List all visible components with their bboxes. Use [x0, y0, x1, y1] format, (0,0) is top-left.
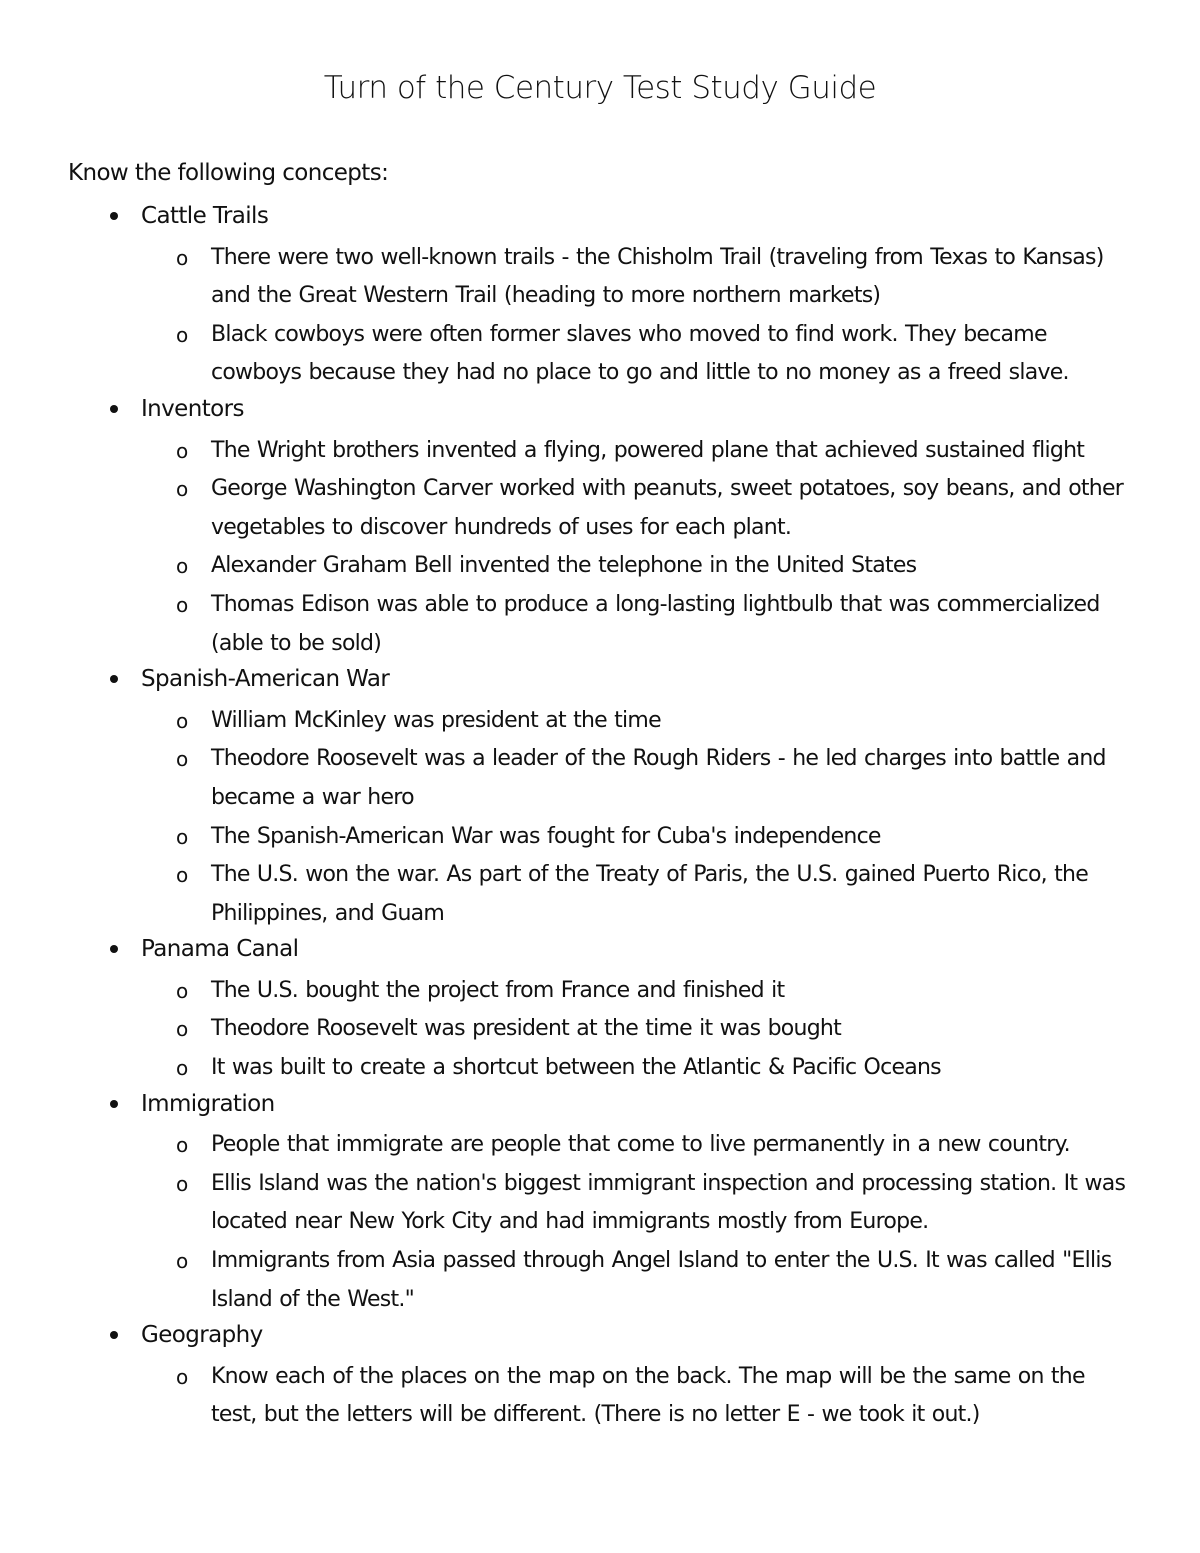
- topic-spanish-american-war: [0, 663, 1200, 933]
- circle-bullet-icon: o: [176, 1133, 188, 1158]
- list-item: o The U.S. won the war. As part of the Treaty of Paris, the U.S. gained Puerto Rico, the Philippines, and Guam: [0, 856, 1200, 933]
- circle-bullet-icon: o: [176, 1056, 188, 1081]
- circle-bullet-icon: o: [176, 708, 188, 733]
- page-title: Turn of the Century Test Study Guide: [323, 70, 877, 106]
- circle-bullet-icon: o: [176, 1171, 188, 1196]
- circle-bullet-icon: o: [176, 245, 188, 270]
- list-item: o Know each of the places on the map on the back. The map will be the same on the test, but the letters will be different. (There is no letter E - we took it out.): [0, 1358, 1200, 1435]
- topic-immigration: [0, 1088, 1200, 1320]
- circle-bullet-icon: o: [176, 477, 188, 502]
- circle-bullet-icon: o: [176, 438, 188, 463]
- topic-panama-canal: [0, 933, 1200, 1087]
- circle-bullet-icon: o: [176, 978, 188, 1003]
- intro-text: Know the following concepts:: [68, 160, 389, 186]
- list-item: o Immigrants from Asia passed through Angel Island to enter the U.S. It was called "Ellis Island of the West.": [0, 1242, 1200, 1319]
- sub-list: [0, 1126, 1200, 1319]
- topic-label: Inventors: [141, 395, 244, 422]
- bullet-icon: [110, 1100, 118, 1108]
- topic-label: Geography: [141, 1322, 263, 1349]
- list-item: o Black cowboys were often former slaves who moved to find work. They became cowboys because they had no place to go and little to no money as a freed slave.: [0, 316, 1200, 393]
- circle-bullet-icon: o: [176, 592, 188, 617]
- list-item: o Theodore Roosevelt was a leader of the Rough Riders - he led charges into battle and became a war hero: [0, 740, 1200, 817]
- topic-geography: [0, 1319, 1200, 1435]
- list-item: o People that immigrate are people that come to live permanently in a new country.: [0, 1126, 1200, 1165]
- circle-bullet-icon: o: [176, 1249, 188, 1274]
- topic-label: Spanish-American War: [141, 666, 390, 693]
- topic-cattle-trails: [0, 200, 1200, 393]
- sub-list: [0, 972, 1200, 1088]
- list-item: o Alexander Graham Bell invented the telephone in the United States: [0, 547, 1200, 586]
- sub-list: [0, 239, 1200, 393]
- list-item: o There were two well-known trails - the Chisholm Trail (traveling from Texas to Kansas) and the Great Western Trail (heading to more northern markets): [0, 239, 1200, 316]
- circle-bullet-icon: o: [176, 1017, 188, 1042]
- list-item: o Theodore Roosevelt was president at the time it was bought: [0, 1010, 1200, 1049]
- list-item: o George Washington Carver worked with peanuts, sweet potatoes, soy beans, and other vegetables to discover hundreds of uses for each plant.: [0, 470, 1200, 547]
- circle-bullet-icon: o: [176, 863, 188, 888]
- list-item: o It was built to create a shortcut between the Atlantic & Pacific Oceans: [0, 1049, 1200, 1088]
- list-item: o William McKinley was president at the time: [0, 702, 1200, 741]
- sub-list: [0, 432, 1200, 664]
- topic-list: [0, 200, 1200, 1435]
- bullet-icon: [110, 1331, 118, 1339]
- topic-label: Cattle Trails: [141, 203, 269, 229]
- list-item: o Thomas Edison was able to produce a long-lasting lightbulb that was commercialized (able to be sold): [0, 586, 1200, 663]
- bullet-icon: [110, 405, 118, 413]
- bullet-icon: [110, 675, 118, 683]
- bullet-icon: [110, 945, 118, 953]
- circle-bullet-icon: o: [176, 1364, 188, 1389]
- list-item: o The U.S. bought the project from France and finished it: [0, 972, 1200, 1011]
- list-item: o The Wright brothers invented a flying, powered plane that achieved sustained flight: [0, 432, 1200, 471]
- circle-bullet-icon: o: [176, 554, 188, 579]
- topic-inventors: [0, 393, 1200, 663]
- sub-list: [0, 702, 1200, 934]
- circle-bullet-icon: o: [176, 747, 188, 772]
- list-item: o Ellis Island was the nation's biggest immigrant inspection and processing station. It was located near New York City and had immigrants mostly from Europe.: [0, 1165, 1200, 1242]
- list-item: o The Spanish-American War was fought for Cuba's independence: [0, 818, 1200, 857]
- sub-list: [0, 1358, 1200, 1435]
- topic-label: Immigration: [141, 1090, 275, 1117]
- circle-bullet-icon: o: [176, 824, 188, 849]
- topic-label: Panama Canal: [141, 936, 299, 963]
- circle-bullet-icon: o: [176, 322, 188, 347]
- bullet-icon: [110, 212, 118, 220]
